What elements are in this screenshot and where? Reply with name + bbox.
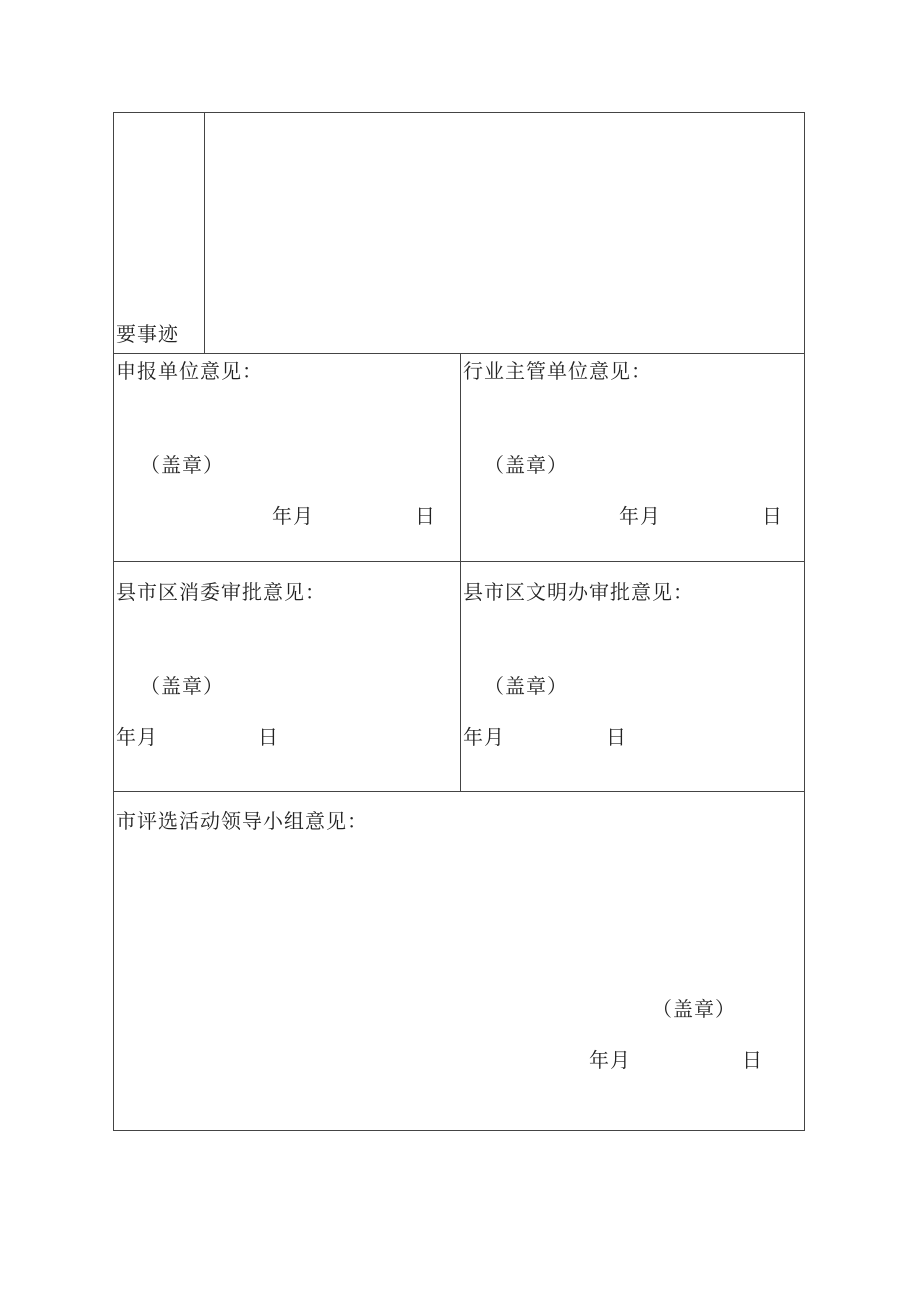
county-civilization-seal-label: （盖章） [484,674,568,698]
county-consumer-year-month: 年月 [116,725,158,749]
county-civilization-year-month: 年月 [463,725,505,749]
deeds-label: 要事迹 [116,322,179,346]
industry-day: 日 [762,504,783,528]
city-group-opinion-cell[interactable] [114,792,804,1130]
city-group-year-month: 年月 [589,1048,631,1072]
city-group-opinion-title: 市评选活动领导小组意见： [116,809,368,833]
applicant-seal-label: （盖章） [140,453,224,477]
applicant-year-month: 年月 [272,504,314,528]
county-consumer-day: 日 [258,725,279,749]
county-civilization-day: 日 [606,725,627,749]
industry-year-month: 年月 [619,504,661,528]
county-consumer-seal-label: （盖章） [140,674,224,698]
applicant-opinion-title: 申报单位意见： [116,359,263,383]
county-consumer-opinion-title: 县市区消委审批意见： [116,580,326,604]
city-group-day: 日 [742,1048,763,1072]
deeds-content-area[interactable] [206,114,803,351]
city-group-seal-label: （盖章） [652,997,736,1021]
county-civilization-opinion-title: 县市区文明办审批意见： [463,580,694,604]
applicant-day: 日 [415,504,436,528]
industry-seal-label: （盖章） [484,453,568,477]
industry-opinion-title: 行业主管单位意见： [463,359,652,383]
deeds-column-divider [204,112,205,353]
